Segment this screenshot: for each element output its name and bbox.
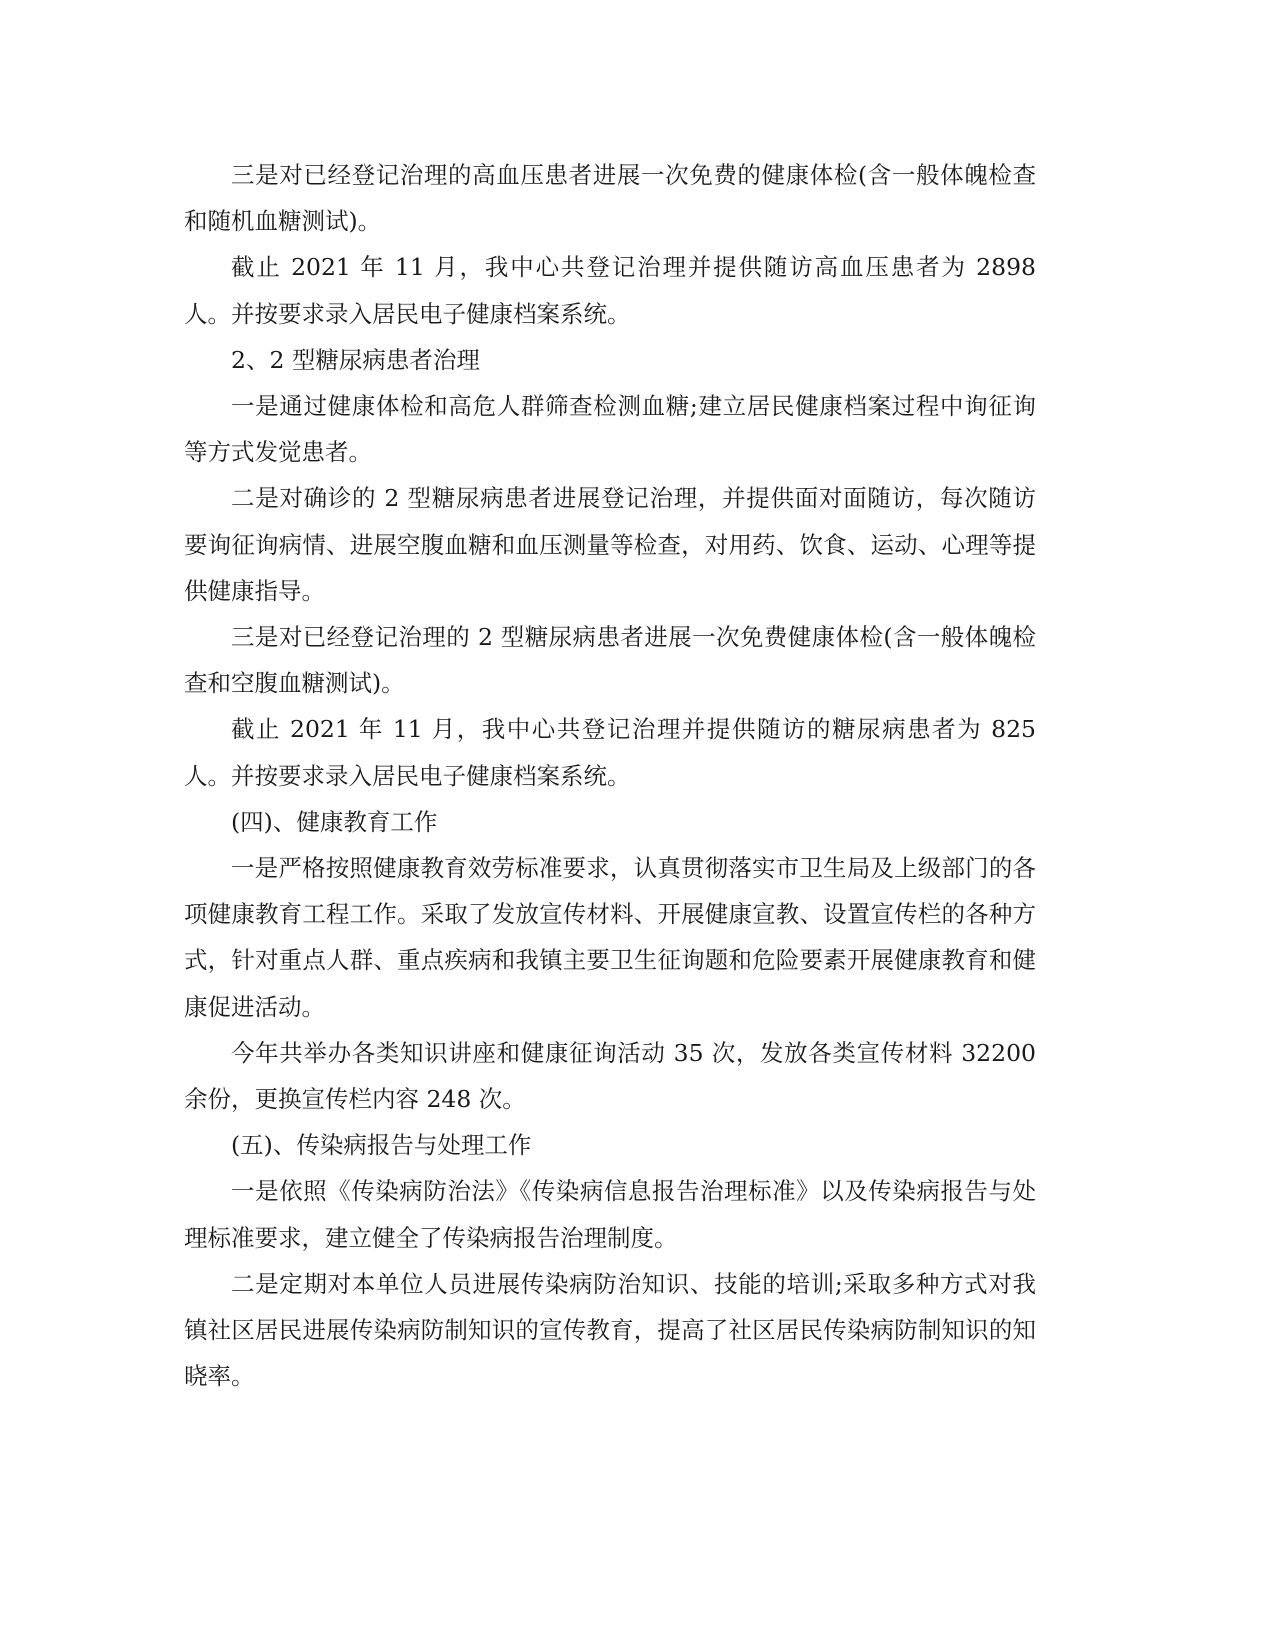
paragraph: 截止 2021 年 11 月，我中心共登记治理并提供随访的糖尿病患者为 825 人。并按要求录入居民电子健康档案系统。 bbox=[184, 715, 1036, 790]
paragraph: 今年共举办各类知识讲座和健康征询活动 35 次，发放各类宣传材料 32200 余份，更换宣传栏内容 248 次。 bbox=[184, 1038, 1036, 1114]
document-body bbox=[184, 152, 1036, 1399]
paragraph: 一是依照《传染病防治法》《传染病信息报告治理标准》以及传染病报告与处理标准要求，建立健全了传染病报告治理制度。 bbox=[184, 1177, 1036, 1252]
section-heading: (四)、健康教育工作 bbox=[231, 807, 438, 836]
paragraph: 二是对确诊的 2 型糖尿病患者进展登记治理，并提供面对面随访，每次随访要询征询病情、进展空腹血糖和血压测量等检查，对用药、饮食、运动、心理等提供健康指导。 bbox=[184, 484, 1036, 605]
paragraph: 一是通过健康体检和高危人群筛查检测血糖;建立居民健康档案过程中询征询等方式发觉患者。 bbox=[184, 392, 1036, 467]
section-heading: (五)、传染病报告与处理工作 bbox=[231, 1131, 532, 1160]
paragraph: 截止 2021 年 11 月，我中心共登记治理并提供随访高血压患者为 2898 人。并按要求录入居民电子健康档案系统。 bbox=[184, 253, 1036, 328]
paragraph: 三是对已经登记治理的 2 型糖尿病患者进展一次免费健康体检(含一般体魄检查和空腹血糖测试)。 bbox=[184, 623, 1036, 698]
paragraph: 一是严格按照健康教育效劳标准要求，认真贯彻落实市卫生局及上级部门的各项健康教育工程工作。采取了发放宣传材料、开展健康宣教、设置宣传栏的各种方式，针对重点人群、重点疾病和我镇主要卫生征询题和危险要素开展健康教育和健康促进活动。 bbox=[184, 854, 1036, 1021]
paragraph: 二是定期对本单位人员进展传染病防治知识、技能的培训;采取多种方式对我镇社区居民进展传染病防制知识的宣传教育，提高了社区居民传染病防制知识的知晓率。 bbox=[184, 1269, 1036, 1391]
section-heading: 2、2 型糖尿病患者治理 bbox=[231, 345, 480, 374]
paragraph: 三是对已经登记治理的高血压患者进展一次免费的健康体检(含一般体魄检查和随机血糖测试)。 bbox=[184, 161, 1036, 236]
